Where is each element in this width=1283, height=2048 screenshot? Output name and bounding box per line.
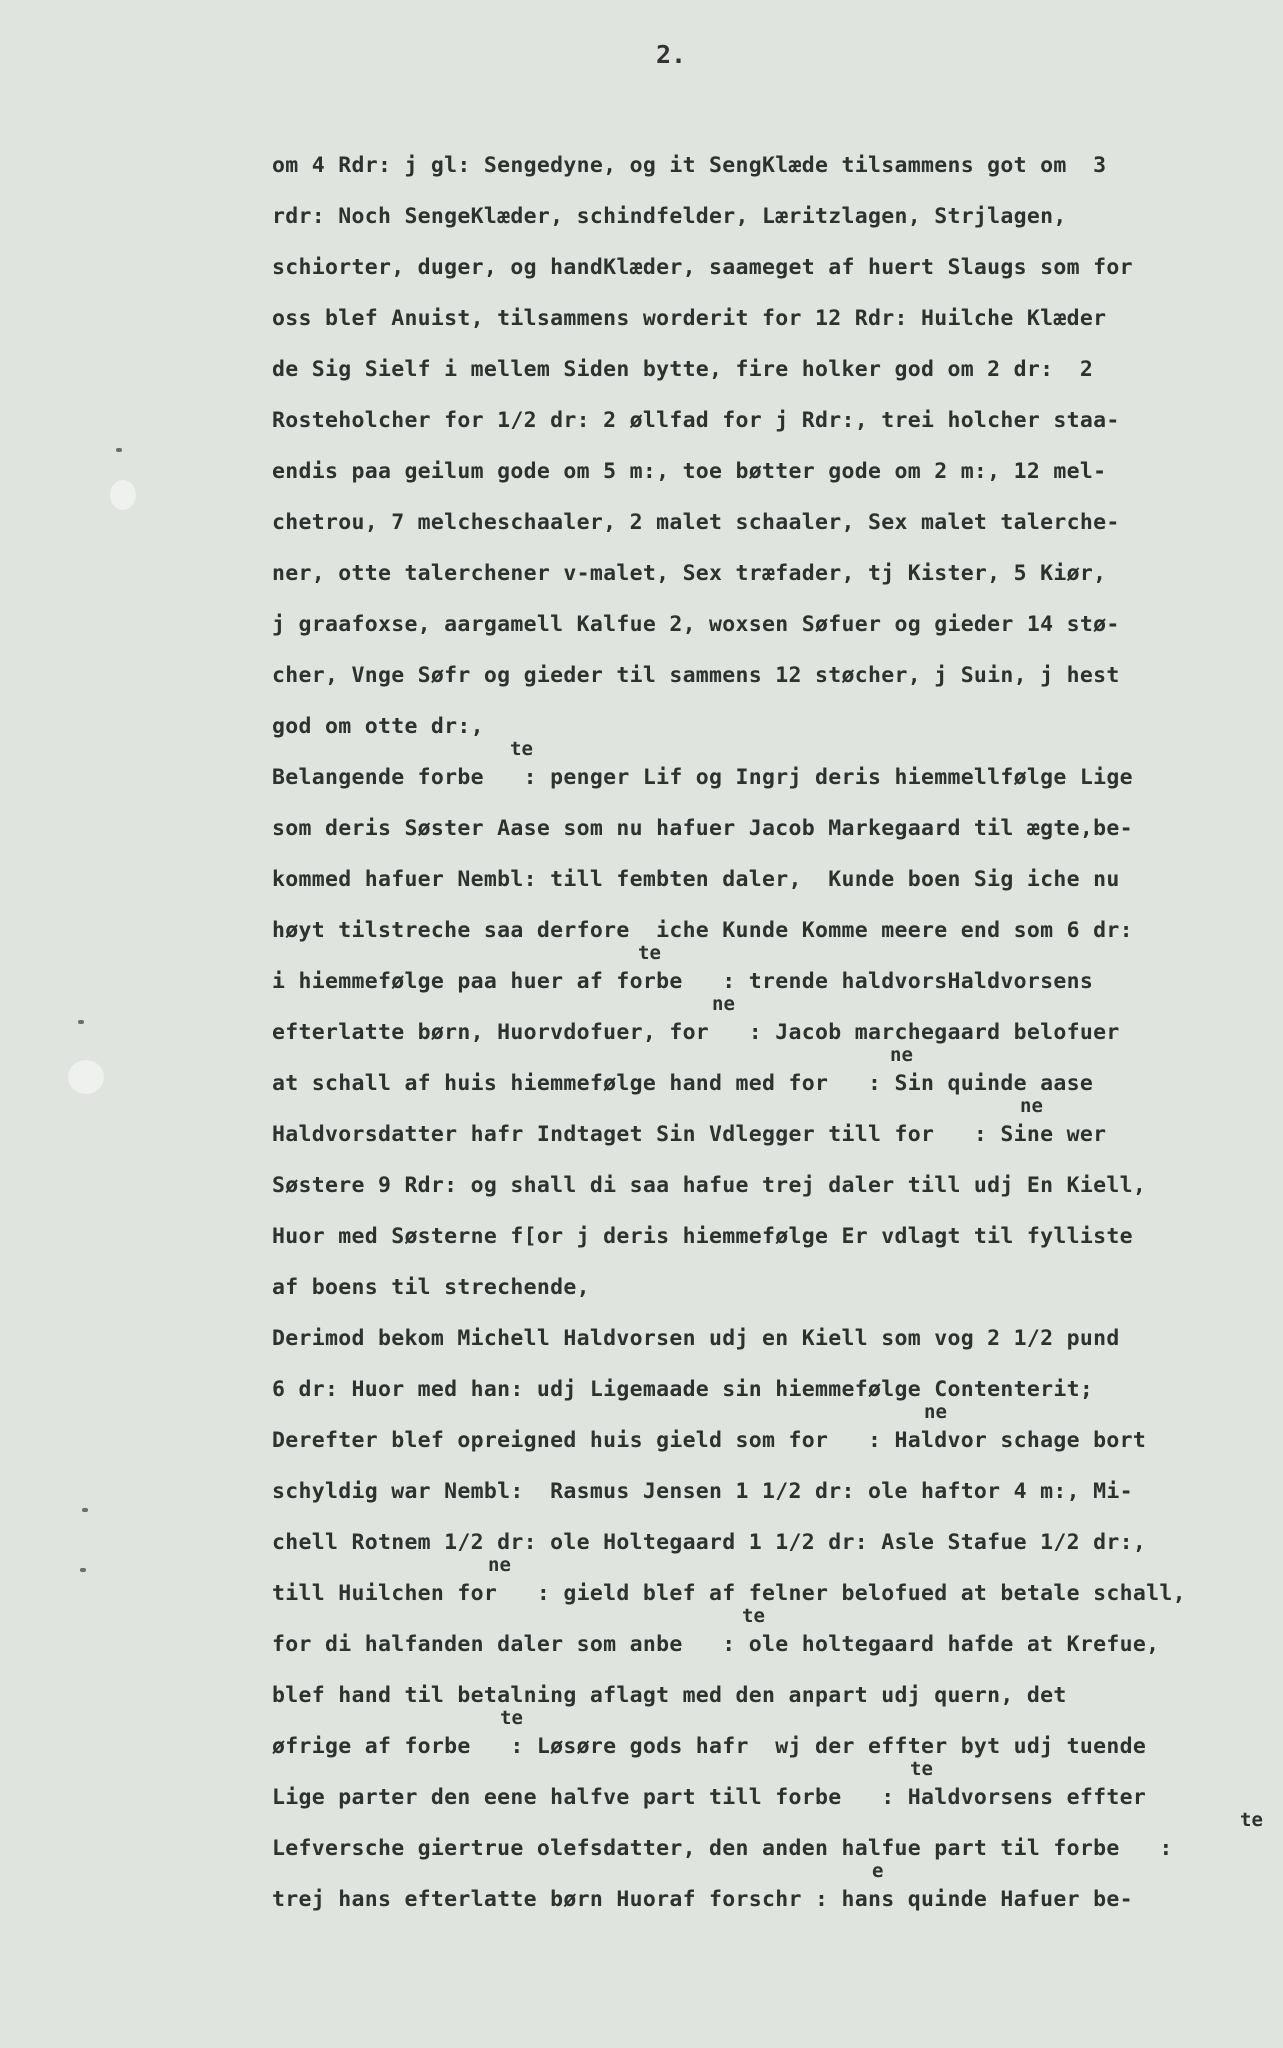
text-line: de Sig Sielf i mellem Siden bytte, fire holker god om 2 dr: 2 <box>272 357 1094 382</box>
text-line: Derefter blef opreigned huis gield som for : Haldvor schage bort <box>272 1428 1147 1453</box>
text-line: Haldvorsdatter hafr Indtaget Sin Vdlegger till for : Sine wer <box>272 1122 1107 1147</box>
margin-mark <box>82 1508 88 1512</box>
text-line: Belangende forbe : penger Lif og Ingrj deris hiemmellfølge Lige <box>272 765 1133 790</box>
superscript-text: ne <box>1020 1095 1043 1117</box>
text-line: i hiemmefølge paa huer af forbe : trende haldvorsHaldvorsens <box>272 969 1094 994</box>
superscript-text: ne <box>924 1401 947 1423</box>
paper-spot <box>68 1060 104 1094</box>
text-line: om 4 Rdr: j gl: Sengedyne, og it SengKlæde tilsammens got om 3 <box>272 153 1107 178</box>
text-line: cher, Vnge Søfr og gieder til sammens 12 støcher, j Suin, j hest <box>272 663 1120 688</box>
text-line: ner, otte talerchener v-malet, Sex træfader, tj Kister, 5 Kiør, <box>272 561 1107 586</box>
text-line: af boens til strechende, <box>272 1275 590 1300</box>
superscript-text: ne <box>890 1044 913 1066</box>
superscript-text: te <box>638 942 661 964</box>
text-line: schyldig war Nembl: Rasmus Jensen 1 1/2 dr: ole haftor 4 m:, Mi- <box>272 1479 1133 1504</box>
text-line: Søstere 9 Rdr: og shall di saa hafue trej daler till udj En Kiell, <box>272 1173 1147 1198</box>
text-line: Derimod bekom Michell Haldvorsen udj en Kiell som vog 2 1/2 pund <box>272 1326 1120 1351</box>
superscript-text: te <box>742 1605 765 1627</box>
text-line: oss blef Anuist, tilsammens worderit for 12 Rdr: Huilche Klæder <box>272 306 1107 331</box>
text-line: chell Rotnem 1/2 dr: ole Holtegaard 1 1/2 dr: Asle Stafue 1/2 dr:, <box>272 1530 1147 1555</box>
document-body <box>272 140 1263 1925</box>
text-line: endis paa geilum gode om 5 m:, toe bøtter gode om 2 m:, 12 mel- <box>272 459 1107 484</box>
text-line: blef hand til betalning aflagt med den anpart udj quern, det <box>272 1683 1067 1708</box>
superscript-text: te <box>1240 1809 1263 1831</box>
text-line: Lefversche giertrue olefsdatter, den anden halfue part til forbe : <box>272 1836 1173 1861</box>
text-line: at schall af huis hiemmefølge hand med for : Sin quinde aase <box>272 1071 1094 1096</box>
text-line: j graafoxse, aargamell Kalfue 2, woxsen Søfuer og gieder 14 stø- <box>272 612 1120 637</box>
superscript-text: te <box>500 1707 523 1729</box>
text-line: till Huilchen for : gield blef af felner belofued at betale schall, <box>272 1581 1186 1606</box>
text-line: Rosteholcher for 1/2 dr: 2 øllfad for j Rdr:, trei holcher staa- <box>272 408 1120 433</box>
superscript-text: ne <box>488 1554 511 1576</box>
margin-mark <box>78 1020 84 1024</box>
margin-mark <box>80 1568 86 1572</box>
text-line: kommed hafuer Nembl: till fembten daler, Kunde boen Sig iche nu <box>272 867 1120 892</box>
text-line: som deris Søster Aase som nu hafuer Jacob Markegaard til ægte,be- <box>272 816 1133 841</box>
superscript-text: e <box>872 1860 884 1882</box>
text-line: høyt tilstreche saa derfore iche Kunde Komme meere end som 6 dr: <box>272 918 1133 943</box>
text-line: 6 dr: Huor med han: udj Ligemaade sin hiemmefølge Contenterit; <box>272 1377 1094 1402</box>
superscript-text: ne <box>712 993 735 1015</box>
superscript-text: te <box>510 738 533 760</box>
text-line: rdr: Noch SengeKlæder, schindfelder, Læritzlagen, Strjlagen, <box>272 204 1067 229</box>
text-line: trej hans efterlatte børn Huoraf forschr : hans quinde Hafuer be- <box>272 1887 1133 1912</box>
text-line: god om otte dr:, <box>272 714 484 739</box>
text-line: for di halfanden daler som anbe : ole holtegaard hafde at Krefue, <box>272 1632 1160 1657</box>
paper-spot <box>110 480 136 510</box>
page-number: 2. <box>656 40 687 69</box>
superscript-text: te <box>910 1758 933 1780</box>
text-line: schiorter, duger, og handKlæder, saameget af huert Slaugs som for <box>272 255 1133 280</box>
margin-mark <box>116 448 122 452</box>
text-line: Lige parter den eene halfve part till forbe : Haldvorsens effter <box>272 1785 1147 1810</box>
text-line: Huor med Søsterne f[or j deris hiemmefølge Er vdlagt til fylliste <box>272 1224 1133 1249</box>
text-line: chetrou, 7 melcheschaaler, 2 malet schaaler, Sex malet talerche- <box>272 510 1120 535</box>
text-line: efterlatte børn, Huorvdofuer, for : Jacob marchegaard belofuer <box>272 1020 1120 1045</box>
text-line: øfrige af forbe : Løsøre gods hafr wj der effter byt udj tuende <box>272 1734 1147 1759</box>
